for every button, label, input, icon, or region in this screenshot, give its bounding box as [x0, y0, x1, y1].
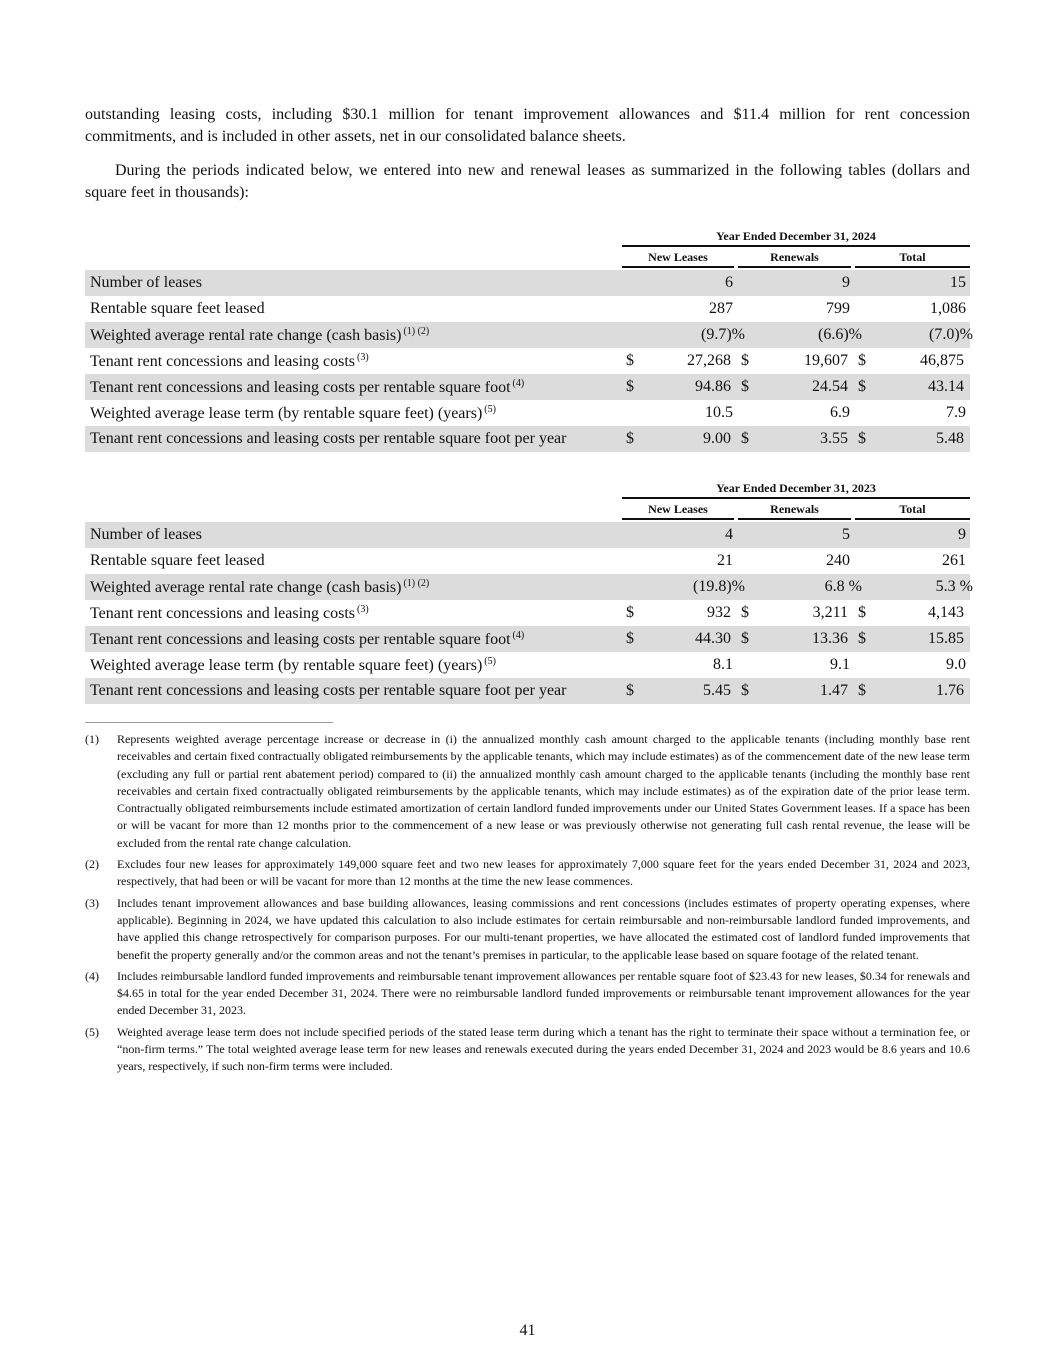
- row-label: [85, 682, 622, 700]
- value-cell: [622, 378, 737, 396]
- cell-value: 9.00: [703, 430, 731, 447]
- value-cell: [737, 526, 854, 544]
- column-header: Total: [855, 249, 970, 268]
- row-label: [85, 430, 622, 448]
- cell-value: 9.1: [830, 656, 850, 673]
- row-label-text: Weighted average rental rate change (cash basis): [90, 578, 402, 596]
- value-cell: [737, 274, 854, 292]
- value-cell: [737, 300, 854, 318]
- column-header: Total: [855, 501, 970, 520]
- currency-symbol: $: [626, 604, 634, 621]
- currency-symbol: $: [626, 378, 634, 395]
- value-cell: [854, 604, 970, 622]
- cell-value: 9: [842, 274, 850, 291]
- row-label-text: Tenant rent concessions and leasing costs: [90, 352, 356, 370]
- cell-value: 94.86: [695, 378, 731, 395]
- currency-symbol: $: [741, 630, 749, 647]
- table-row: [85, 652, 970, 678]
- table-row: [85, 400, 970, 426]
- currency-symbol: $: [858, 604, 866, 621]
- value-cell: [737, 404, 854, 422]
- period-header: Year Ended December 31, 2023: [622, 480, 970, 499]
- table-row: [85, 678, 970, 704]
- cell-value: 10.5: [705, 404, 733, 421]
- footnote-ref: (1) (2): [403, 325, 430, 337]
- cell-value: 43.14: [928, 378, 964, 395]
- row-label: [85, 274, 622, 292]
- value-cell: [854, 352, 970, 370]
- intro-paragraph-continued: outstanding leasing costs, including $30.1 million for tenant improvement allowances and $11.4 million for rent concession commitments, and is included in other assets, net in our consolidated balance sheets.: [85, 106, 970, 145]
- value-cell: [854, 578, 973, 596]
- value-cell: [737, 430, 854, 448]
- column-header: Renewals: [738, 501, 851, 520]
- row-label: [85, 352, 622, 371]
- cell-value: 24.54: [812, 378, 848, 395]
- value-cell: [737, 326, 862, 344]
- table-row: [85, 574, 973, 600]
- footnote-ref: (4): [512, 377, 525, 389]
- cell-value: 5.48: [936, 430, 964, 447]
- footnote-ref: (3): [357, 351, 369, 363]
- value-cell: [854, 526, 970, 544]
- footnote-item: [85, 856, 970, 891]
- currency-symbol: $: [858, 378, 866, 395]
- footnote-ref: (1) (2): [403, 577, 430, 589]
- table-row: [85, 296, 970, 322]
- cell-value: 9: [958, 526, 966, 543]
- cell-value: 6.8 %: [824, 578, 862, 595]
- row-label: [85, 326, 622, 345]
- value-cell: [737, 578, 862, 596]
- document-page: [85, 104, 973, 1080]
- value-cell: [622, 578, 745, 596]
- table-row: [85, 374, 970, 400]
- value-cell: [622, 526, 737, 544]
- value-cell: [622, 430, 737, 448]
- cell-value: 9.0: [946, 656, 966, 673]
- cell-value: 3.55: [820, 430, 848, 447]
- table-row: [85, 322, 973, 348]
- row-label-text: Tenant rent concessions and leasing costs per rentable square foot per year: [90, 430, 567, 447]
- cell-value: 8.1: [713, 656, 733, 673]
- leasing-table-1: [85, 480, 973, 704]
- cell-value: 799: [826, 300, 850, 317]
- footnote-item: [85, 1024, 970, 1076]
- footnote-number: (5): [85, 1024, 99, 1039]
- row-label: [85, 404, 622, 423]
- value-cell: [854, 378, 970, 396]
- table-row: [85, 270, 970, 296]
- value-cell: [737, 378, 854, 396]
- column-header: Renewals: [738, 249, 851, 268]
- cell-value: 5.3 %: [935, 578, 973, 595]
- footnote-text: Includes tenant improvement allowances and base building allowances, leasing commissions and rent concessions (includes estimates of property operating expenses, where applicable). Beginning in 2024, we have updated this calculation to also include estimates for certain reimbursable and non-reimbursable landlord funded improvements, and have applied this change retrospectively for comparison purposes. For our multi-tenant properties, we have allocated the estimated cost of landlord funded improvements that benefit the property generally and/or the common areas and not the tenant’s premises in particular, to the applicable lease based on square footage of the related tenant.: [117, 895, 970, 962]
- currency-symbol: $: [741, 604, 749, 621]
- row-label-text: Tenant rent concessions and leasing costs per rentable square foot: [90, 378, 511, 396]
- value-cell: [737, 352, 854, 370]
- row-label: [85, 656, 622, 675]
- currency-symbol: $: [741, 682, 749, 699]
- footnote-item: [85, 731, 970, 852]
- cell-value: 46,875: [920, 352, 964, 369]
- currency-symbol: $: [626, 682, 634, 699]
- cell-value: 21: [717, 552, 733, 569]
- value-cell: [737, 682, 854, 700]
- value-cell: [854, 630, 970, 648]
- currency-symbol: $: [741, 378, 749, 395]
- table-row: [85, 522, 970, 548]
- value-cell: [622, 682, 737, 700]
- footnote-ref: (5): [484, 403, 496, 415]
- table-row: [85, 348, 970, 374]
- cell-value: 1.47: [820, 682, 848, 699]
- column-header: New Leases: [622, 249, 734, 268]
- cell-value: (7.0)%: [929, 326, 973, 343]
- table-row: [85, 426, 970, 452]
- footnote-ref: (4): [512, 629, 525, 641]
- cell-value: 44.30: [695, 630, 731, 647]
- row-label: [85, 630, 622, 649]
- row-label-text: Number of leases: [90, 274, 202, 291]
- cell-value: 27,268: [687, 352, 731, 369]
- leasing-table-0: [85, 228, 973, 452]
- value-cell: [854, 682, 970, 700]
- value-cell: [622, 656, 737, 674]
- row-label-text: Tenant rent concessions and leasing costs: [90, 604, 356, 622]
- footnotes: [85, 731, 970, 1076]
- value-cell: [622, 352, 737, 370]
- footnote-item: [85, 895, 970, 964]
- currency-symbol: $: [626, 352, 634, 369]
- row-label: [85, 578, 622, 597]
- footnote-number: (1): [85, 732, 99, 746]
- row-label-text: Weighted average lease term (by rentable square feet) (years): [90, 404, 483, 422]
- footnote-ref: (5): [484, 655, 496, 667]
- cell-value: (9.7)%: [701, 326, 745, 343]
- currency-symbol: $: [858, 430, 866, 447]
- value-cell: [622, 300, 737, 318]
- row-label: [85, 526, 622, 544]
- value-cell: [622, 274, 737, 292]
- currency-symbol: $: [858, 352, 866, 369]
- cell-value: 7.9: [946, 404, 966, 421]
- value-cell: [854, 326, 973, 344]
- cell-value: 932: [707, 604, 731, 621]
- footnote-text: Excludes four new leases for approximately 149,000 square feet and two new leases for approximately 7,000 square feet for the years ended December 31, 2024 and 2023, respectively, that had been or will be vacant for more than 12 months at the time the new lease commences.: [117, 857, 970, 889]
- value-cell: [854, 300, 970, 318]
- value-cell: [622, 604, 737, 622]
- cell-value: 6.9: [830, 404, 850, 421]
- row-label-text: Weighted average rental rate change (cash basis): [90, 326, 402, 344]
- row-label-text: Weighted average lease term (by rentable square feet) (years): [90, 656, 483, 674]
- row-label-text: Tenant rent concessions and leasing costs per rentable square foot per year: [90, 682, 567, 699]
- cell-value: 287: [709, 300, 733, 317]
- currency-symbol: $: [741, 430, 749, 447]
- currency-symbol: $: [741, 352, 749, 369]
- value-cell: [737, 630, 854, 648]
- footnote-ref: (3): [357, 603, 369, 615]
- cell-value: (6.6)%: [818, 326, 862, 343]
- value-cell: [854, 552, 970, 570]
- cell-value: 240: [826, 552, 850, 569]
- cell-value: 4,143: [928, 604, 964, 621]
- footnote-text: Represents weighted average percentage increase or decrease in (i) the annualized monthly cash amount charged to the applicable tenants (including monthly base rent receivables and certain fixed contractually obligated reimbursements by the applicable tenants, which may include estimates) as of the commencement date of the new lease term (excluding any full or partial rent abatement period) compared to (ii) the annualized monthly cash amount charged to the applicable tenants (including the monthly base rent receivables and certain fixed contractually obligated reimbursements by the applicable tenants, which may include estimates) as of the expiration date of the prior lease term. Contractually obligated reimbursements include estimated amortization of certain landlord funded improvements under our United States Government leases. If a space has been or will be vacant for more than 12 months prior to the commencement of a new lease or was previously otherwise not generating full cash rental revenue, the lease will be excluded from the rental rate change calculation.: [117, 732, 970, 850]
- cell-value: 19,607: [804, 352, 848, 369]
- footnote-text: Weighted average lease term does not include specified periods of the stated lease term during which a tenant has the right to terminate their space without a termination fee, or “non-firm terms.” The total weighted average lease term for new leases and renewals executed during the years ended December 31, 2024 and 2023 would be 8.6 years and 10.6 years, respectively, if such non-firm terms were included.: [117, 1024, 970, 1074]
- value-cell: [622, 404, 737, 422]
- currency-symbol: $: [626, 630, 634, 647]
- value-cell: [854, 274, 970, 292]
- cell-value: 15: [950, 274, 966, 291]
- value-cell: [854, 430, 970, 448]
- row-label: [85, 378, 622, 397]
- cell-value: 261: [942, 552, 966, 569]
- page-number: 41: [519, 1322, 536, 1339]
- cell-value: 4: [725, 526, 733, 543]
- value-cell: [854, 404, 970, 422]
- cell-value: 13.36: [812, 630, 848, 647]
- value-cell: [854, 656, 970, 674]
- footnote-number: (3): [85, 895, 99, 910]
- row-label-text: Number of leases: [90, 526, 202, 543]
- row-label-text: Tenant rent concessions and leasing costs per rentable square foot: [90, 630, 511, 648]
- value-cell: [737, 656, 854, 674]
- footnote-number: (2): [85, 857, 99, 872]
- value-cell: [622, 326, 745, 344]
- cell-value: 1.76: [936, 682, 964, 699]
- footnote-item: [85, 968, 970, 1020]
- cell-value: 3,211: [812, 604, 848, 621]
- column-header: New Leases: [622, 501, 734, 520]
- footnote-number: (4): [85, 968, 99, 983]
- row-label: [85, 552, 622, 570]
- currency-symbol: $: [858, 630, 866, 647]
- value-cell: [737, 604, 854, 622]
- row-label-text: Rentable square feet leased: [90, 300, 265, 317]
- intro-paragraph-leases: During the periods indicated below, we entered into new and renewal leases as summarized in the following tables (dollars and square feet in thousands):: [85, 162, 970, 201]
- period-header: Year Ended December 31, 2024: [622, 228, 970, 247]
- table-row: [85, 626, 970, 652]
- footnote-divider: [85, 722, 333, 723]
- cell-value: 5.45: [703, 682, 731, 699]
- table-row: [85, 600, 970, 626]
- row-label: [85, 604, 622, 623]
- currency-symbol: $: [858, 682, 866, 699]
- value-cell: [737, 552, 854, 570]
- row-label: [85, 300, 622, 318]
- row-label-text: Rentable square feet leased: [90, 552, 265, 569]
- cell-value: (19.8)%: [693, 578, 745, 595]
- currency-symbol: $: [626, 430, 634, 447]
- footnote-text: Includes reimbursable landlord funded improvements and reimbursable tenant improvement allowances per rentable square foot of $23.43 for new leases, $0.34 for renewals and $4.65 in total for the year ended December 31, 2024. There were no reimbursable landlord funded improvements or reimbursable tenant improvement allowances for the year ended December 31, 2023.: [117, 968, 970, 1018]
- cell-value: 5: [842, 526, 850, 543]
- value-cell: [622, 630, 737, 648]
- cell-value: 6: [725, 274, 733, 291]
- cell-value: 1,086: [930, 300, 966, 317]
- cell-value: 15.85: [928, 630, 964, 647]
- table-row: [85, 548, 970, 574]
- value-cell: [622, 552, 737, 570]
